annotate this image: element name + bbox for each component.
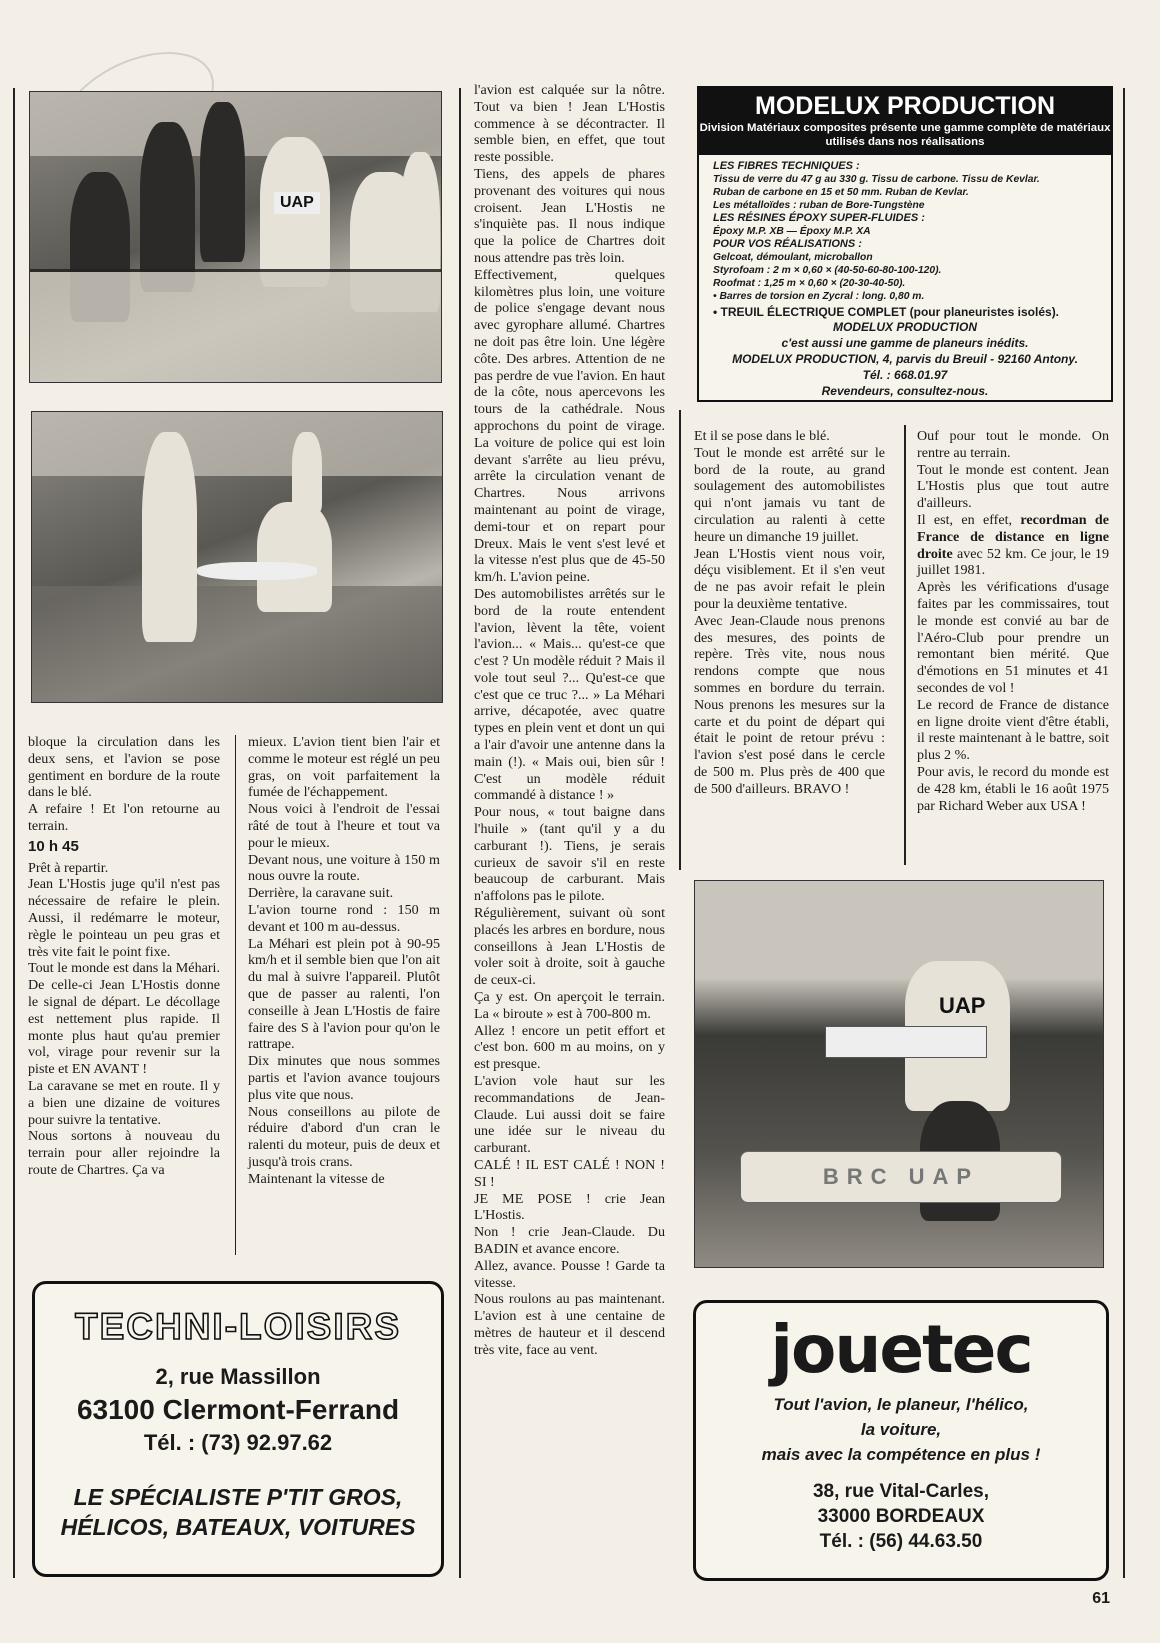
column-rule: [235, 735, 236, 1255]
ad-street: 2, rue Massillon: [155, 1364, 321, 1389]
ad-phone: Tél. : (73) 92.97.62: [143, 1430, 333, 1455]
ad-line: LES RÉSINES ÉPOXY SUPER-FLUIDES :: [713, 212, 925, 224]
techni-loisirs-advertisement: [32, 1281, 444, 1577]
ad-line: • Barres de torsion en Zycral : long. 0,80 m.: [713, 291, 925, 302]
ad-title: TECHNI-LOISIRS: [74, 1306, 402, 1347]
ad-line: Revendeurs, consultez-nous.: [821, 384, 989, 398]
modelux-advertisement: [697, 86, 1113, 402]
section-heading: 10 h 45: [28, 837, 79, 855]
ad-slogan: la voiture,: [860, 1420, 942, 1439]
ad-line: LES FIBRES TECHNIQUES :: [713, 160, 860, 172]
pilot-with-transmitter-photo: [31, 411, 443, 703]
article-paragraph: l'avion est calquée sur la nôtre. Tout va bien ! Jean L'Hostis commence à se décontracter. Il semble bien, en effet, que tout reste possible. Tiens, des appels de phares provenant des voitures qui nous croisent. Jean L'Hostis ne s'inquiète pas. Il nous indique que la police de Chartres doit nous attendre pas très loin. Effectivement, quelques kilomètres plus loin, une voiture de police s'engage devant nous avec gyrophare allumé. Chartres ne doit pas être loin. Une légère côte. Des arbres. Attention de ne pas perdre de vue l'avion. En haut de la côte, nous apercevons les tours de la cathédrale. Nous approchons du point de virage. La voiture de police qui est loin devant s'arrête au lieu prévu, arrête la circulation venant de Chartres. Nous arrivons maintenant au point de virage, demi-tour et on repart pour Dreux. Mais le vent s'est levé et la vitesse n'est plus que de 45-50 km/h. L'avion peine. Des automobilistes arrêtés sur le bord de la route entendent l'avion, lèvent la tête, voient l'avion... « Mais... qu'est-ce que c'est ? Un modèle réduit ? Mais il vole tout seul ?... Qu'est-ce que c'est que ce truc ?... » La Méhari arrive, décapotée, avec quatre types en plein vent et dont un qui a l'air d'avoir une antenne dans la main (!). « Mais oui, bien sûr ! C'est un modèle réduit commandé à distance ! » Pour nous, « tout baigne dans l'huile » (tant qu'il y a du carburant !). Tiens, je serais curieux de savoir s'il en reste beaucoup de carburant. Mais n'affolons pas le pilote. Régulièrement, suivant où sont placés les arbres en bordure, nous conseillons à Jean L'Hostis de voler soit à droite, soit à gauche de ceux-ci. Ça y est. On aperçoit le terrain. La « biroute » est à 700-800 m. Allez ! encore un petit effort et c'est bon. 600 m au moins, on y est presque. L'avion vole haut sur les recommandations de Jean-Claude. Lui aussi doit se faire une idée sur le niveau du carburant. CALÉ ! IL EST CALÉ ! NON ! SI ! JE ME POSE ! crie Jean L'Hostis. Non ! crie Jean-Claude. Du BADIN et avance encore. Allez, avance. Pousse ! Garde ta vitesse. Nous roulons au pas maintenant. L'avion est à une centaine de mètres de hauteur et il descend très vite, face au vent.: [474, 82, 665, 1358]
ad-phone: Tél. : (56) 44.63.50: [819, 1531, 983, 1552]
ad-line: Styrofoam : 2 m × 0,60 × (40-50-60-80-100-120).: [713, 265, 942, 276]
ad-slogan: LE SPÉCIALISTE P'TIT GROS,: [73, 1484, 403, 1510]
ad-city: 33000 BORDEAUX: [817, 1506, 985, 1527]
ad-line: Gelcoat, démoulant, microballon: [713, 252, 873, 263]
article-column-4: [694, 428, 885, 798]
article-column-1: [28, 734, 220, 1179]
ad-title: MODELUX PRODUCTION: [755, 92, 1055, 120]
article-paragraph: Et il se pose dans le blé. Tout le monde est arrêté sur le bord de la route, au grand soulagement des automobilistes qui n'ont jamais vu tant de circulation au ralenti à cette heure un dimanche 19 juillet. Jean L'Hostis vient nous voir, déçu visiblement. Et il s'en veut de ne pas avoir refait le plein pour la deuxième tentative. Avec Jean-Claude nous prenons des mesures, des points de repère. Très vite, nous nous rendons compte que nous sommes en bordure du terrain. Nous prenons les mesures sur la carte et du point de départ qui était le point de retour prévu : l'avion s'est posé dans le cercle de 500 m. Plus près de 400 que de 500 d'ailleurs. BRAVO !: [694, 428, 885, 797]
ad-city: 63100 Clermont-Ferrand: [76, 1394, 400, 1425]
ad-slogan: Tout l'avion, le planeur, l'hélico,: [773, 1395, 1029, 1414]
article-paragraph: Prêt à repartir. Jean L'Hostis juge qu'il n'est pas nécessaire de refaire le plein. Aussi, il redémarre le moteur, règle le pointeau un peu gras et très vite fait le point fixe. Tout le monde est dans la Méhari. De celle-ci Jean L'Hostis donne le signal de départ. Le décollage est nettement plus rapide. Il monte plus haut qu'au premier vol, virage pour revenir sur la piste et EN AVANT ! La caravane se met en route. Il y a bien une dizaine de voitures pour suivre la tentative. Nous sortons à nouveau du terrain pour aller rejoindre la route de Chartres. Ça va: [28, 859, 220, 1178]
wing-text: BRC UAP: [740, 1151, 1062, 1203]
ad-line: • TREUIL ÉLECTRIQUE COMPLET (pour planeuristes isolés).: [713, 305, 1060, 319]
column-rule: [1123, 88, 1125, 1578]
column-rule: [13, 88, 15, 1578]
article-paragraph: bloque la circulation dans les deux sens, et l'avion se pose gentiment en bordure de la route dans le blé. A refaire ! Et l'on retourne au terrain.: [28, 734, 220, 834]
ad-line: POUR VOS RÉALISATIONS :: [713, 238, 862, 250]
article-column-3: [474, 82, 665, 1359]
article-paragraph: mieux. L'avion tient bien l'air et comme le moteur est réglé un peu gras, on voit parfaitement la fumée de l'échappement. Nous voici à l'endroit de l'essai râté de tout à l'heure et tout va pour le mieux. Devant nous, une voiture à 150 m nous ouvre la route. Derrière, la caravane suit. L'avion tourne rond : 150 m devant et 100 m au-dessus. La Méhari est plein pot à 90-95 km/h et il semble bien que l'on ait du mal à suivre l'appareil. Plutôt que de passer au ralenti, l'on conseille à Jean L'Hostis de faire faire des S à l'avion pour qu'on le rattrape. Dix minutes que nous sommes partis et l'avion avance toujours plus vite que nous. Nous conseillons au pilote de réduire d'abord d'un cran le ralenti du moteur, puis de deux et jusqu'à trois crans. Maintenant la vitesse de: [248, 734, 440, 1187]
record-highlight: recordman de France de distance en ligne droite: [917, 511, 1109, 562]
article-column-5: [917, 428, 1109, 814]
ad-street: 38, rue Vital-Carles,: [812, 1481, 990, 1502]
ad-line: Roofmat : 1,25 m × 0,60 × (20-30-40-50).: [713, 278, 906, 289]
column-rule: [904, 425, 906, 865]
ad-subtitle: Division Matériaux composites présente une gamme complète de matériaux utilisés dans nos réalisations: [699, 122, 1111, 148]
ad-line: Ruban de carbone en 15 et 50 mm. Ruban de Kevlar.: [713, 187, 969, 198]
ad-line: Époxy M.P. XB — Époxy M.P. XA: [713, 226, 871, 237]
ad-line: MODELUX PRODUCTION: [833, 320, 977, 334]
shirt-text: UAP: [939, 993, 986, 1018]
ad-line: Tissu de verre du 47 g au 330 g. Tissu de carbone. Tissu de Kevlar.: [713, 174, 1040, 185]
page-number: 61: [1092, 1590, 1110, 1607]
pilot-holding-plane-photo: [694, 880, 1104, 1268]
jouetec-advertisement: [693, 1300, 1109, 1581]
ad-line: Les métalloïdes : ruban de Bore-Tungstène: [713, 200, 925, 211]
crowd-around-car-photo: [29, 91, 442, 383]
column-rule: [679, 410, 681, 870]
ad-title: jouetec: [770, 1311, 1032, 1388]
column-rule: [459, 88, 461, 1578]
article-column-2: [248, 734, 440, 1188]
ad-address: MODELUX PRODUCTION, 4, parvis du Breuil - 92160 Antony.: [732, 352, 1078, 366]
ad-slogan: HÉLICOS, BATEAUX, VOITURES: [60, 1514, 416, 1540]
shirt-text: UAP: [274, 192, 320, 214]
ad-phone: Tél. : 668.01.97: [862, 368, 948, 382]
ad-slogan: mais avec la compétence en plus !: [761, 1445, 1041, 1464]
article-paragraph: Ouf pour tout le monde. On rentre au terrain. Tout le monde est content. Jean L'Hostis plus que tout autre d'ailleurs. Il est, en effet, recordman de France de distance en ligne droite avec 52 km. Ce jour, le 19 juillet 1981. Après les vérifications d'usage faites par les commissaires, tout le monde est convié au bar de l'Aéro-Club pour prendre un remontant bien mérité. Que d'émotions en 51 minutes et 41 secondes de vol ! Le record de France de distance en ligne droite vient d'être établi, il reste maintenant à le battre, soit plus 2 %. Pour avis, le record du monde est de 428 km, établi le 16 août 1975 par Richard Weber aux USA !: [917, 428, 1109, 814]
ad-line: c'est aussi une gamme de planeurs inédits.: [781, 336, 1029, 350]
